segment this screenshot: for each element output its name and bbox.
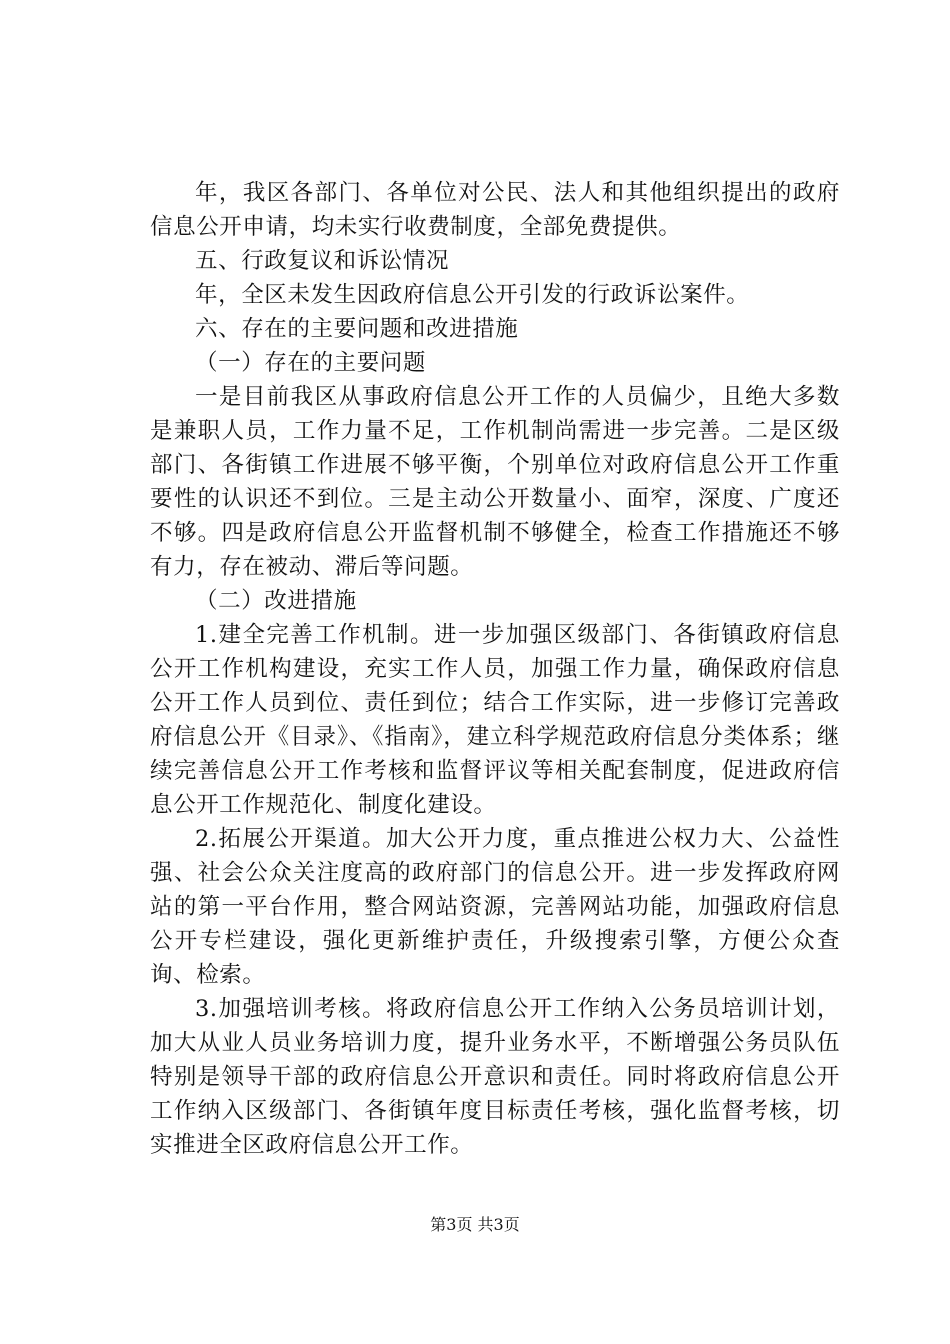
paragraph-fee-policy: 年，我区各部门、各单位对公民、法人和其他组织提出的政府信息公开申请，均未实行收费制度，全部免费提供。 <box>150 180 840 240</box>
paragraph-measure-2: 2.拓展公开渠道。加大公开力度，重点推进公权力大、公益性强、社会公众关注度高的政府部门的信息公开。进一步发挥政府网站的第一平台作用，整合网站资源，完善网站功能，加强政府信息公开专栏建设，强化更新维护责任，升级搜索引擎，方便公众查询、检索。 <box>150 826 840 988</box>
document-body <box>150 176 840 1162</box>
paragraph-litigation: 年，全区未发生因政府信息公开引发的行政诉讼案件。 <box>195 282 750 308</box>
paragraph-measure-3: 3.加强培训考核。将政府信息公开工作纳入公务员培训计划，加大从业人员业务培训力度，提升业务水平，不断增强公务员队伍特别是领导干部的政府信息公开意识和责任。同时将政府信息公开工作纳入区级部门、各街镇年度目标责任考核，强化监督考核，切实推进全区政府信息公开工作。 <box>150 996 840 1158</box>
subheading-improvement-measures: （二）改进措施 <box>195 588 357 614</box>
heading-problems-measures: 六、存在的主要问题和改进措施 <box>195 316 519 342</box>
subheading-main-problems: （一）存在的主要问题 <box>195 350 427 376</box>
paragraph-main-problems: 一是目前我区从事政府信息公开工作的人员偏少，且绝大多数是兼职人员，工作力量不足，工作机制尚需进一步完善。二是区级部门、各街镇工作进展不够平衡，个别单位对政府信息公开工作重要性的认识还不到位。三是主动公开数量小、面窄，深度、广度还不够。四是政府信息公开监督机制不够健全，检查工作措施还不够有力，存在被动、滞后等问题。 <box>150 384 840 580</box>
page-number-footer: 第3页 共3页 <box>430 1215 520 1234</box>
heading-review-litigation: 五、行政复议和诉讼情况 <box>195 248 450 274</box>
paragraph-measure-1: 1.建全完善工作机制。进一步加强区级部门、各街镇政府信息公开工作机构建设，充实工作人员，加强工作力量，确保政府信息公开工作人员到位、责任到位；结合工作实际，进一步修订完善政府信息公开《目录》、《指南》，建立科学规范政府信息分类体系；继续完善信息公开工作考核和监督评议等相关配套制度，促进政府信息公开工作规范化、制度化建设。 <box>150 622 840 818</box>
